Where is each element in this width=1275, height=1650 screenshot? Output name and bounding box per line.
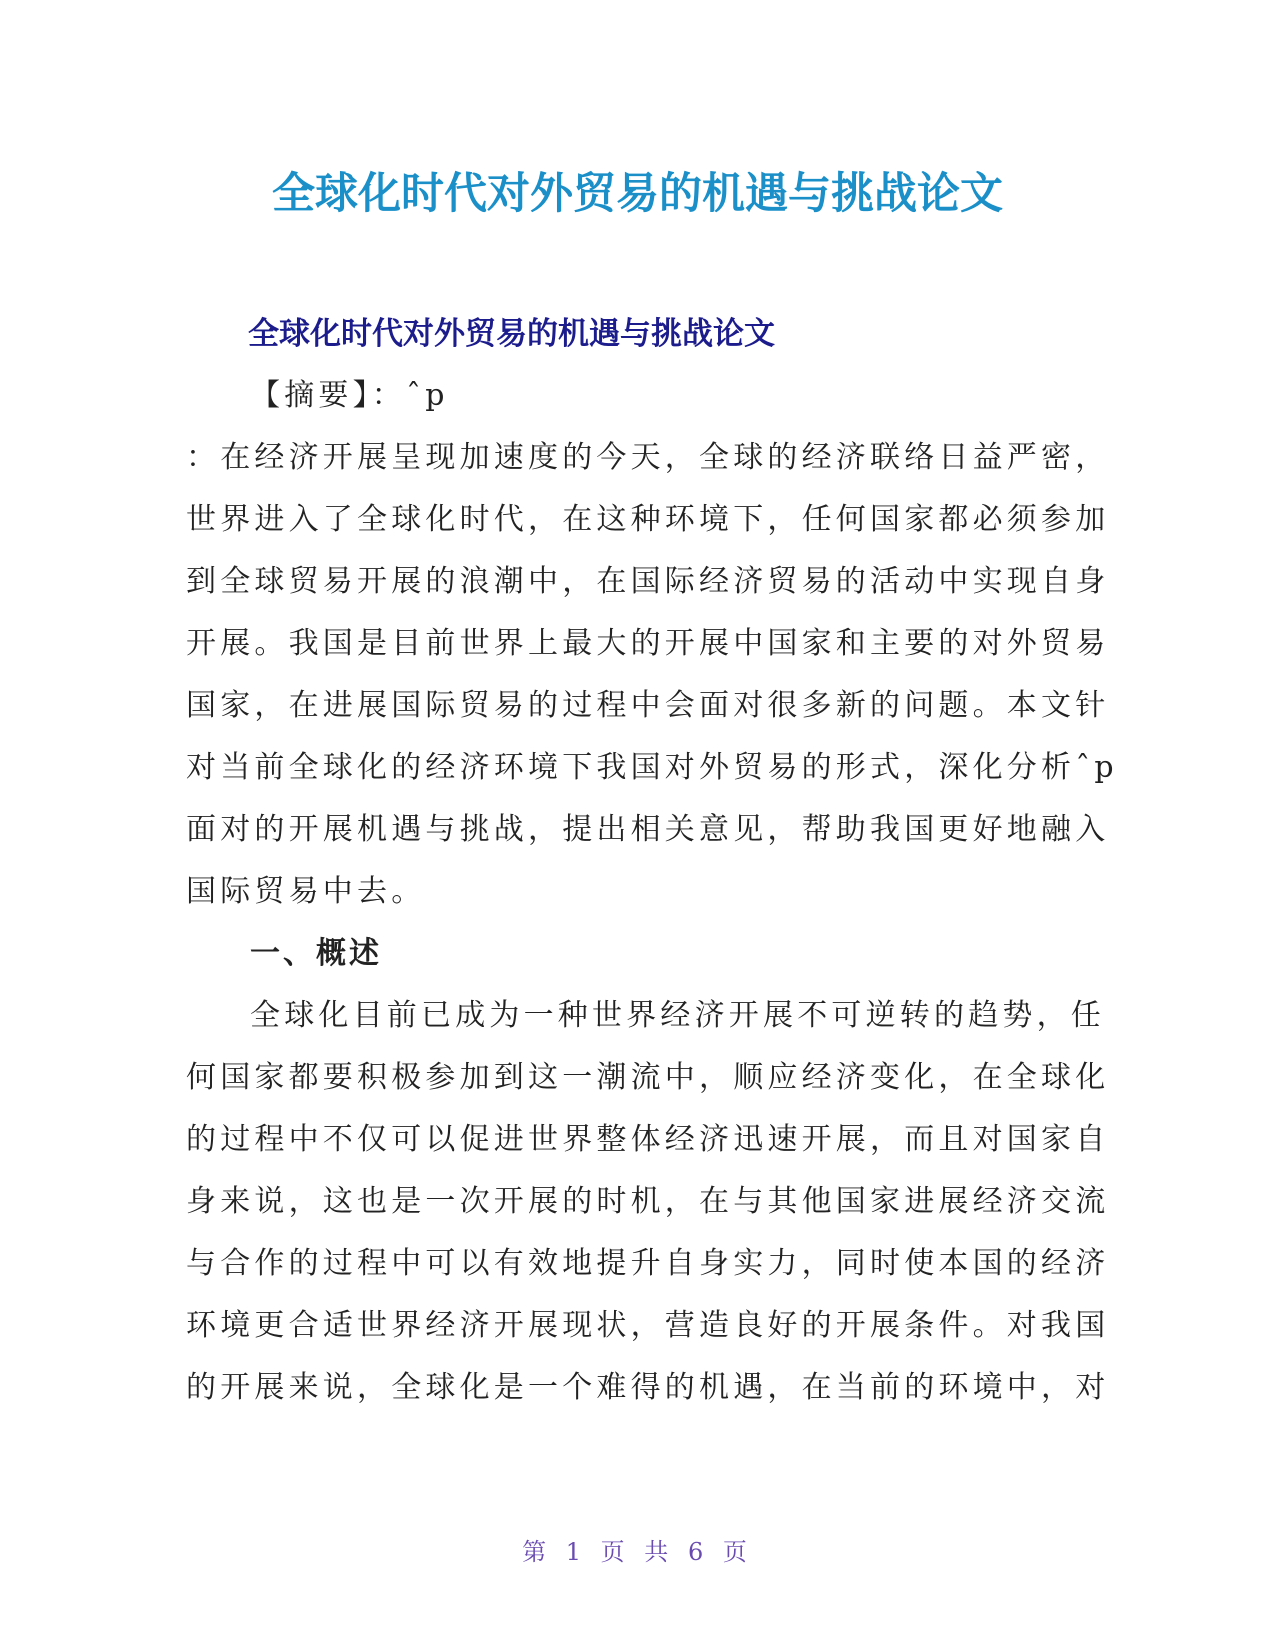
section-line: 的过程中不仅可以促进世界整体经济迅速开展，而且对国家自 [186,1122,1110,1157]
section-line: 全球化目前已成为一种世界经济开展不可逆转的趋势，任 [250,998,1105,1033]
section-heading: 一、概述 [250,936,382,971]
section-line: 身来说，这也是一次开展的时机，在与其他国家进展经济交流 [186,1184,1110,1219]
abstract-line: 国际贸易中去。 [186,874,426,909]
abstract-line: 世界进入了全球化时代，在这种环境下，任何国家都必须参加 [186,502,1110,537]
section-line: 何国家都要积极参加到这一潮流中，顺应经济变化，在全球化 [186,1060,1110,1095]
abstract-line: 面对的开展机遇与挑战，提出相关意见，帮助我国更好地融入 [186,812,1110,847]
abstract-line: 开展。我国是目前世界上最大的开展中国家和主要的对外贸易 [186,626,1110,661]
abstract-line: 对当前全球化的经济环境下我国对外贸易的形式，深化分析ˆp [186,750,1118,785]
page-footer: 第 1 页 共 6 页 [522,1538,753,1566]
abstract-line: 到全球贸易开展的浪潮中，在国际经济贸易的活动中实现自身 [186,564,1110,599]
document-subtitle: 全球化时代对外贸易的机遇与挑战论文 [248,316,775,352]
abstract-label: 【摘要】：ˆp [250,378,449,413]
section-line: 的开展来说，全球化是一个难得的机遇，在当前的环境中，对 [186,1370,1110,1405]
document-title: 全球化时代对外贸易的机遇与挑战论文 [272,169,1003,219]
abstract-line: 国家，在进展国际贸易的过程中会面对很多新的问题。本文针 [186,688,1110,723]
section-line: 环境更合适世界经济开展现状，营造良好的开展条件。对我国 [186,1308,1110,1343]
section-line: 与合作的过程中可以有效地提升自身实力，同时使本国的经济 [186,1246,1110,1281]
abstract-line: ：在经济开展呈现加速度的今天，全球的经济联络日益严密， [186,440,1110,475]
